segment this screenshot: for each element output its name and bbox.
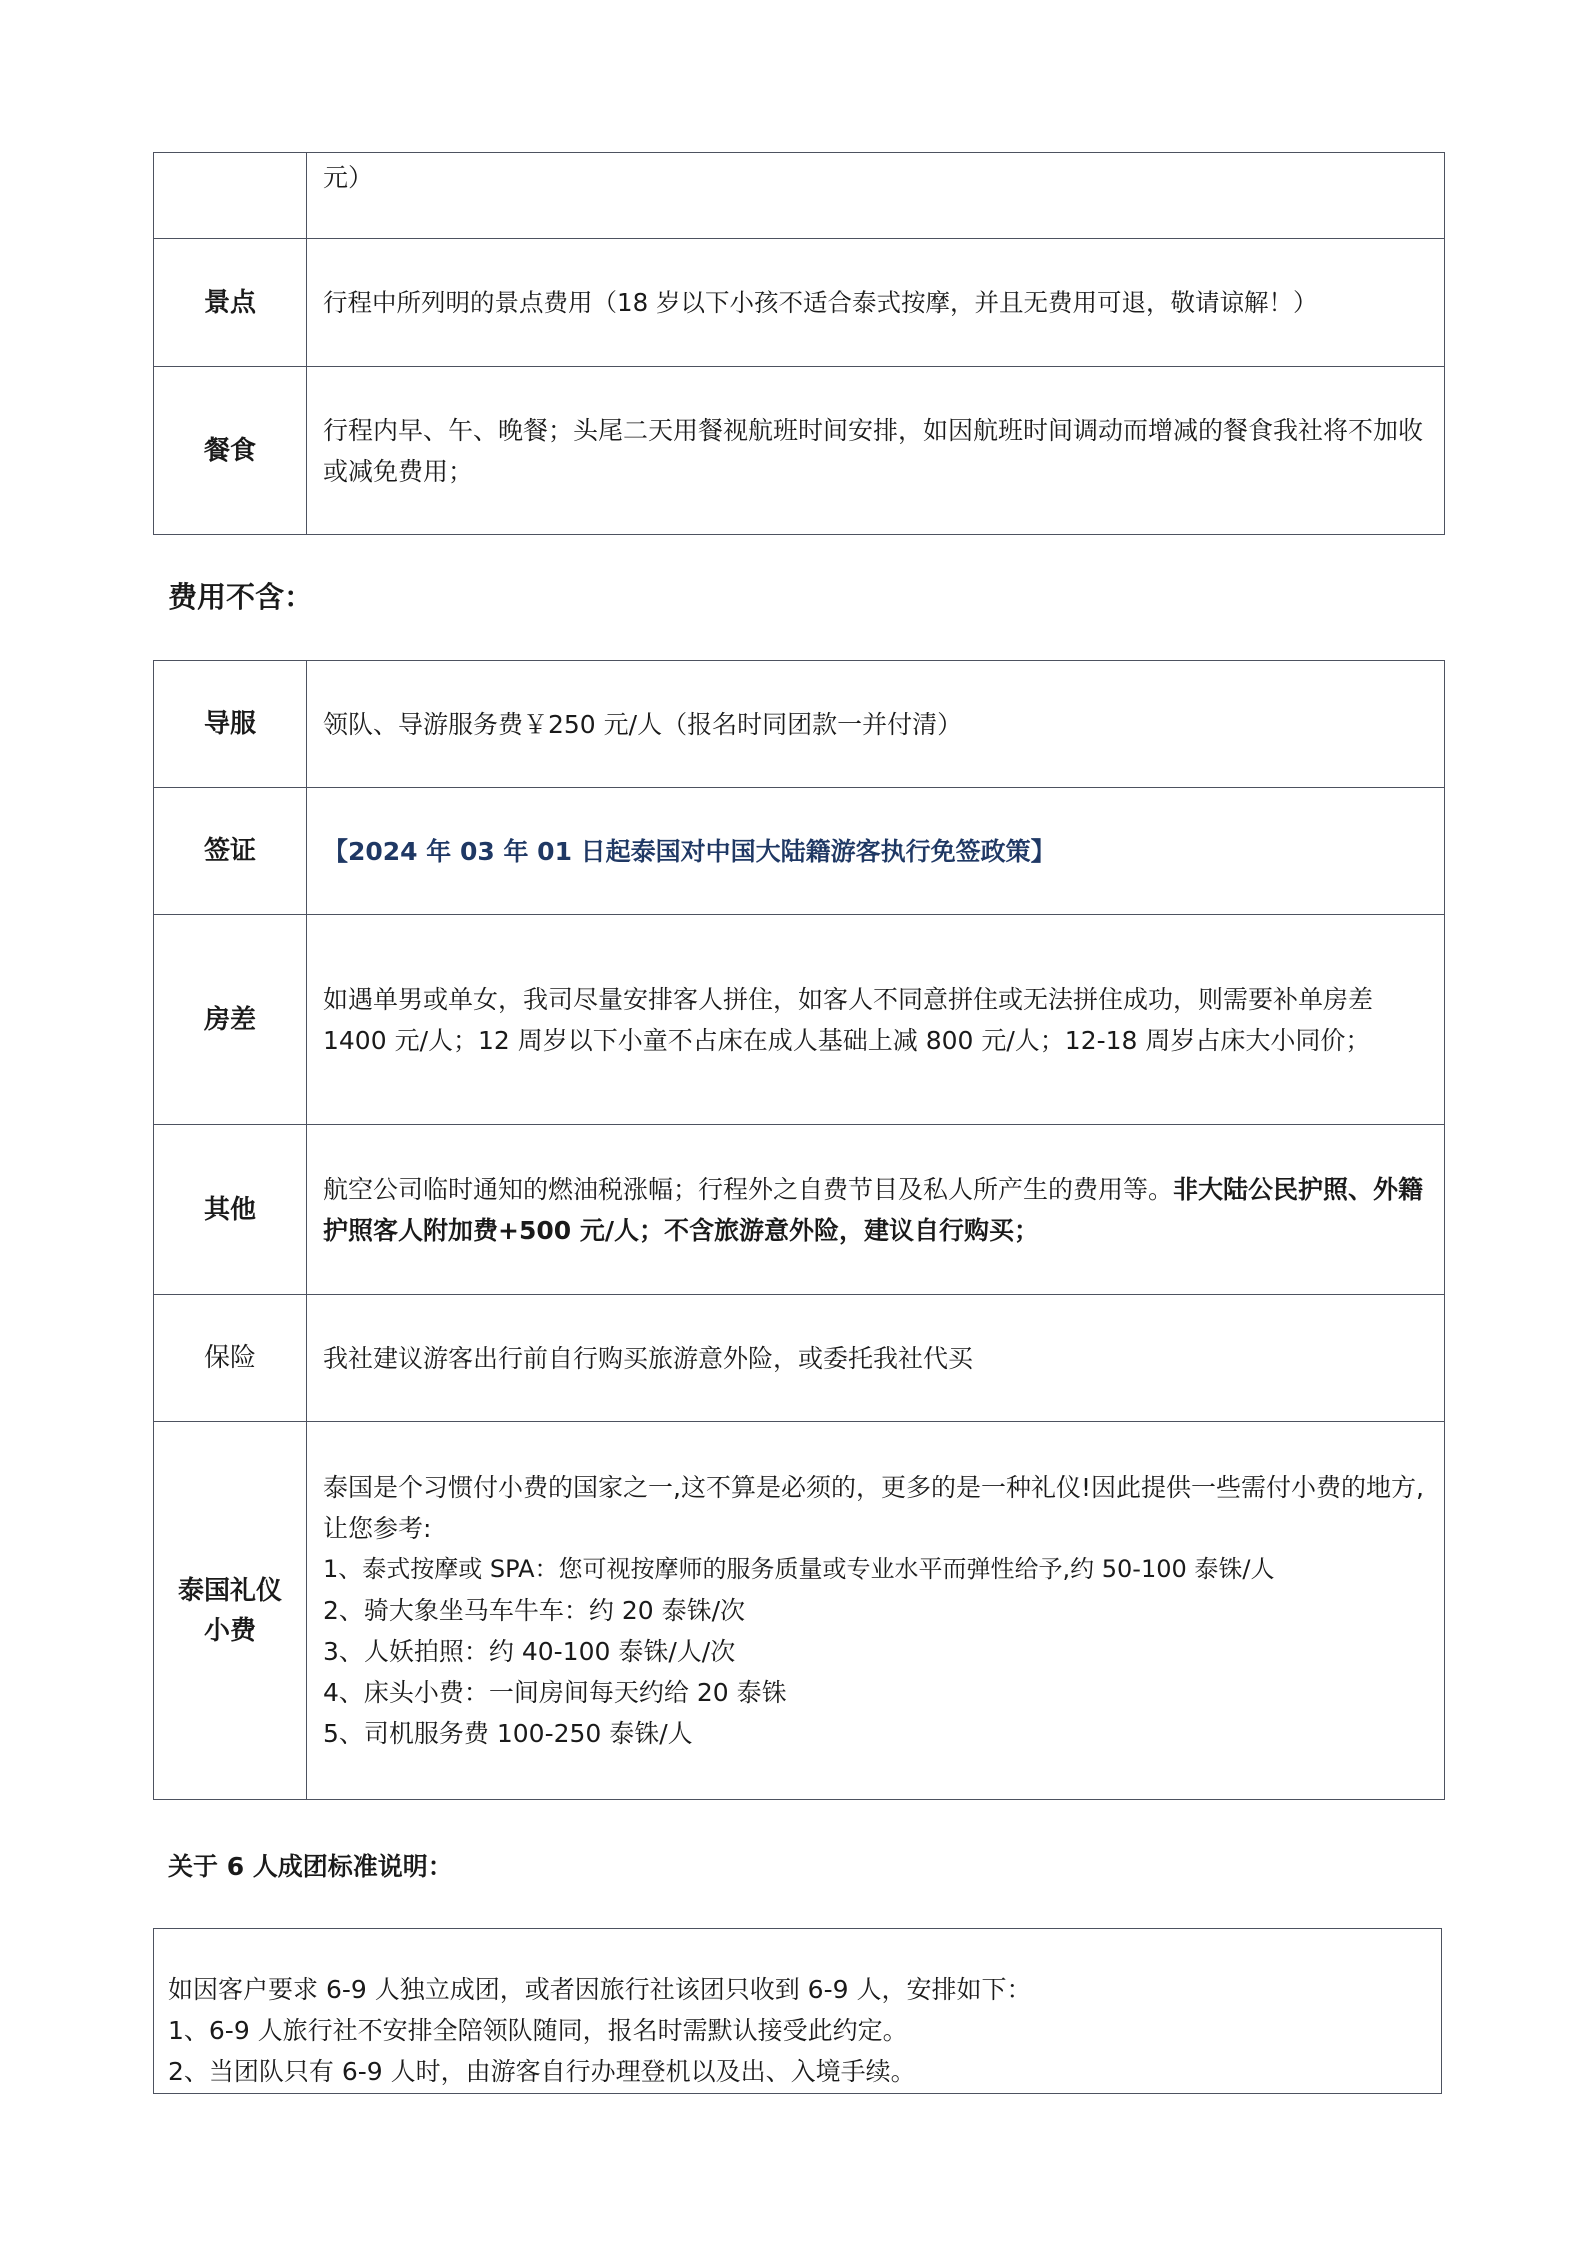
- tips-intro: 泰国是个习惯付小费的国家之一,这不算是必须的，更多的是一种礼仪!因此提供一些需付小费的地方,让您参考:: [323, 1473, 1424, 1543]
- row-label: 房差: [154, 915, 307, 1125]
- other-text-normal: 航空公司临时通知的燃油税涨幅；行程外之自费节目及私人所产生的费用等。: [323, 1174, 1174, 1204]
- row-label: 签证: [154, 788, 307, 915]
- row-label: 景点: [154, 239, 307, 367]
- table-row: [154, 153, 1445, 239]
- row-label: [154, 153, 307, 239]
- row-text: 我社建议游客出行前自行购买旅游意外险，或委托我社代买: [307, 1295, 1445, 1422]
- row-label: 导服: [154, 661, 307, 788]
- tips-label-line1: 泰国礼仪: [177, 1575, 282, 1606]
- row-text: [307, 1125, 1445, 1295]
- row-text: 元）: [307, 153, 1445, 239]
- visa-policy-text: 【2024 年 03 年 01 日起泰国对中国大陆籍游客执行免签政策】: [307, 788, 1445, 915]
- row-text: 领队、导游服务费￥250 元/人（报名时同团款一并付清）: [307, 661, 1445, 788]
- included-costs-table: [153, 152, 1445, 535]
- tip-item: 4、床头小费：一间房间每天约给 20 泰铢: [323, 1678, 787, 1707]
- group-note-line: 如因客户要求 6-9 人独立成团，或者因旅行社该团只收到 6-9 人，安排如下：: [168, 1975, 1032, 2004]
- tip-item: 5、司机服务费 100-250 泰铢/人: [323, 1719, 693, 1748]
- group-standard-box: [153, 1928, 1442, 2094]
- tips-label-line2: 小费: [203, 1615, 256, 1646]
- row-text: 行程内早、午、晚餐；头尾二天用餐视航班时间安排，如因航班时间调动而增减的餐食我社将不加收或减免费用；: [307, 367, 1445, 535]
- table-row: [154, 239, 1445, 367]
- tip-item: 3、人妖拍照：约 40-100 泰铢/人/次: [323, 1637, 736, 1666]
- group-note-line: 2、当团队只有 6-9 人时，由游客自行办理登机以及出、入境手续。: [168, 2057, 916, 2086]
- table-row: [154, 1125, 1445, 1295]
- tips-text: [307, 1422, 1445, 1800]
- row-text: 行程中所列明的景点费用（18 岁以下小孩不适合泰式按摩，并且无费用可退，敬请谅解！）: [307, 239, 1445, 367]
- table-row: [154, 1422, 1445, 1800]
- table-row: [154, 788, 1445, 915]
- table-row: [154, 661, 1445, 788]
- excluded-costs-heading: 费用不含：: [168, 580, 314, 614]
- row-label: [154, 1422, 307, 1800]
- other-text-bold: 非大陆公民护照、外籍护照客人附加费+500 元/人；不含旅游意外险，建议自行购买；: [323, 1174, 1424, 1245]
- row-label: 餐食: [154, 367, 307, 535]
- tip-item: 2、骑大象坐马车牛车：约 20 泰铢/次: [323, 1596, 746, 1625]
- table-row: [154, 915, 1445, 1125]
- row-label: 其他: [154, 1125, 307, 1295]
- table-row: [154, 367, 1445, 535]
- group-note-line: 1、6-9 人旅行社不安排全陪领队随同，报名时需默认接受此约定。: [168, 2016, 908, 2045]
- excluded-costs-table: [153, 660, 1445, 1800]
- table-row: [154, 1295, 1445, 1422]
- row-text: 如遇单男或单女，我司尽量安排客人拼住，如客人不同意拼住或无法拼住成功，则需要补单房差 1400 元/人；12 周岁以下小童不占床在成人基础上减 800 元/人；12-18 周岁占床大小同价；: [307, 915, 1445, 1125]
- group-standard-heading: 关于 6 人成团标准说明：: [168, 1852, 453, 1881]
- tip-item: 1、泰式按摩或 SPA：您可视按摩师的服务质量或专业水平而弹性给予,约 50-100 泰铢/人: [323, 1555, 1275, 1583]
- row-label: 保险: [154, 1295, 307, 1422]
